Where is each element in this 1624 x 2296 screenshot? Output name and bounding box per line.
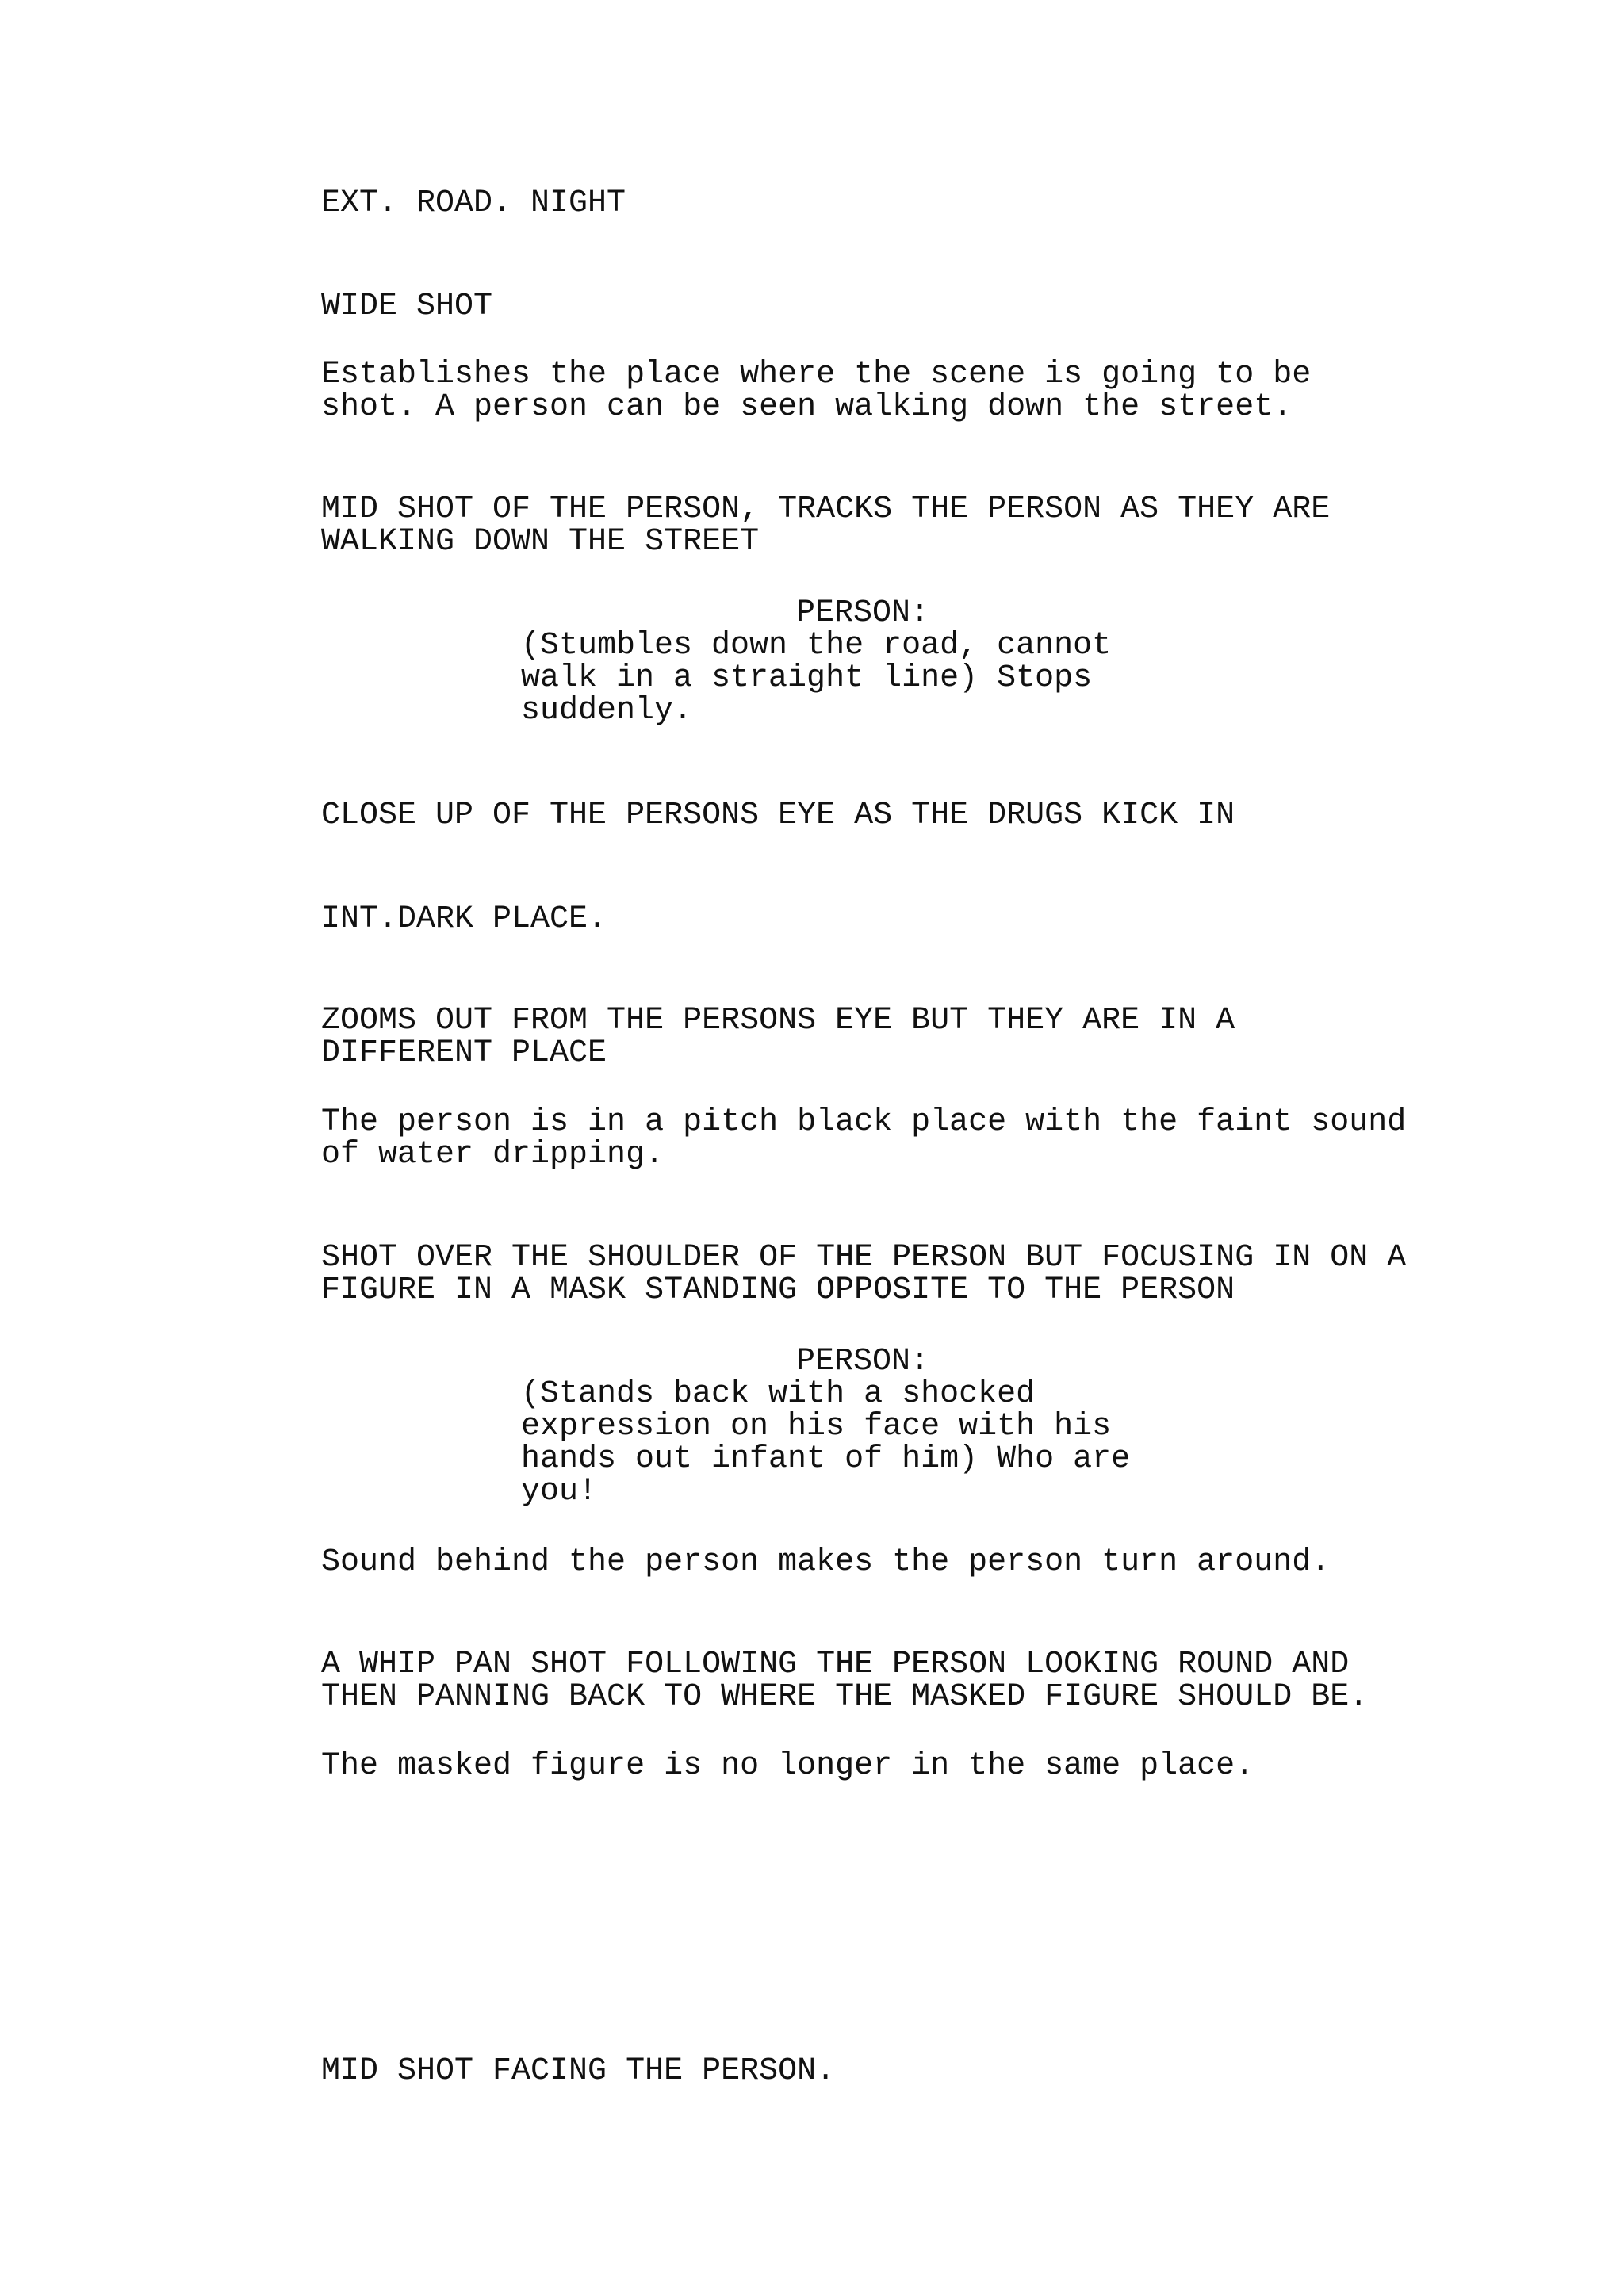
- character-cue: PERSON:: [796, 1344, 930, 1380]
- shot-direction: A WHIP PAN SHOT FOLLOWING THE PERSON LOOKING ROUND AND THEN PANNING BACK TO WHERE THE MASKED FIGURE SHOULD BE.: [321, 1647, 1369, 1715]
- scene-heading: INT.DARK PLACE.: [321, 901, 607, 937]
- shot-direction: MID SHOT FACING THE PERSON.: [321, 2053, 836, 2089]
- scene-heading: EXT. ROAD. NIGHT: [321, 186, 626, 221]
- character-cue: PERSON:: [796, 595, 930, 631]
- shot-direction: WIDE SHOT: [321, 289, 493, 324]
- shot-direction: ZOOMS OUT FROM THE PERSONS EYE BUT THEY ARE IN A DIFFERENT PLACE: [321, 1003, 1235, 1071]
- dialogue-text: (Stands back with a shocked expression on his face with his hands out infant of him) Who are you!: [521, 1376, 1131, 1510]
- action-line: Sound behind the person makes the person turn around.: [321, 1544, 1331, 1580]
- dialogue-text: (Stumbles down the road, cannot walk in a straight line) Stops suddenly.: [521, 628, 1112, 729]
- action-line: The masked figure is no longer in the same place.: [321, 1748, 1254, 1784]
- shot-direction: MID SHOT OF THE PERSON, TRACKS THE PERSON AS THEY ARE WALKING DOWN THE STREET: [321, 492, 1331, 560]
- action-line: Establishes the place where the scene is going to be shot. A person can be seen walking down the street.: [321, 357, 1312, 425]
- action-line: The person is in a pitch black place with the faint sound of water dripping.: [321, 1104, 1407, 1173]
- shot-direction: CLOSE UP OF THE PERSONS EYE AS THE DRUGS KICK IN: [321, 798, 1235, 833]
- shot-direction: SHOT OVER THE SHOULDER OF THE PERSON BUT FOCUSING IN ON A FIGURE IN A MASK STANDING OPPOSITE TO THE PERSON: [321, 1240, 1407, 1308]
